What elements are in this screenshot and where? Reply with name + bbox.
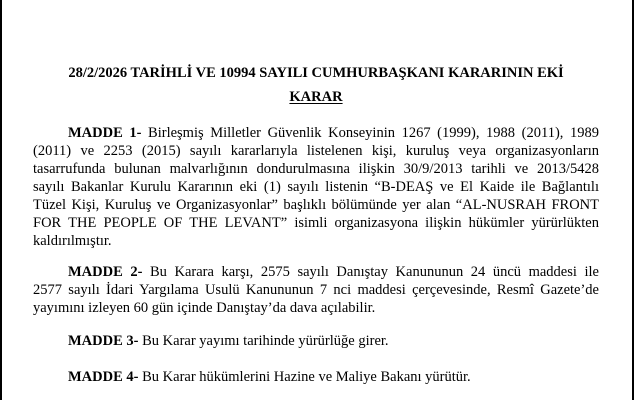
article-1-label: MADDE 1- xyxy=(68,125,142,141)
article-2-line-2: 2577 sayılı İdari Yargılama Usulü Kanununun 7 nci maddesi çerçevesinde, Resmî Gazete’de xyxy=(33,282,599,298)
article-3-text-1: Bu Karar yayımı tarihinde yürürlüğe girer. xyxy=(138,333,389,349)
article-4-label: MADDE 4- xyxy=(68,369,139,385)
article-3 xyxy=(33,332,599,350)
article-1-line-3: tasarrufunda bulunan malvarlığının dondurulmasına ilişkin 30/9/2013 tarihli ve 2013/5428 xyxy=(33,161,599,177)
article-1 xyxy=(33,124,599,250)
article-3-line-1 xyxy=(33,332,599,350)
article-4-text-1: Bu Karar hükümlerini Hazine ve Maliye Bakanı yürütür. xyxy=(138,369,471,385)
document-subtitle-text: KARAR xyxy=(289,89,343,105)
document-subtitle xyxy=(33,88,599,106)
article-4 xyxy=(33,368,599,386)
article-1-line-1 xyxy=(33,124,599,142)
article-1-line-7: kaldırılmıştır. xyxy=(33,233,112,249)
page-border-left xyxy=(0,0,2,400)
article-2 xyxy=(33,263,599,317)
article-2-line-3: yayımını izleyen 60 gün içinde Danıştay’da dava açılabilir. xyxy=(33,300,376,316)
article-1-line-2: (2011) ve 2253 (2015) sayılı kararlarıyla listelenen kişi, kuruluş veya organizasyonların xyxy=(33,143,599,159)
article-4-line-1 xyxy=(33,368,599,386)
article-1-text-1: Birleşmiş Milletler Güvenlik Konseyinin 1267 (1999), 1988 (2011), 1989 xyxy=(141,125,599,141)
article-3-label: MADDE 3- xyxy=(68,333,139,349)
article-1-line-5: Tüzel Kişi, Kuruluş ve Organizasyonlar” başlıklı bölümünde yer alan “AL-NUSRAH FRONT xyxy=(33,197,599,213)
article-2-line-1 xyxy=(33,263,599,281)
article-1-line-4: sayılı Bakanlar Kurulu Kararının eki (1) sayılı listenin “B-DEAŞ ve El Kaide ile Bağlantılı xyxy=(33,179,599,195)
article-1-line-6: FOR THE PEOPLE OF THE LEVANT” isimli organizasyona ilişkin hükümler yürürlükten xyxy=(33,215,599,231)
article-2-label: MADDE 2- xyxy=(68,264,143,280)
article-2-text-1: Bu Karara karşı, 2575 sayılı Danıştay Kanununun 24 üncü maddesi ile xyxy=(142,264,599,280)
document-title: 28/2/2026 TARİHLİ VE 10994 SAYILI CUMHURBAŞKANI KARARININ EKİ xyxy=(68,65,564,81)
